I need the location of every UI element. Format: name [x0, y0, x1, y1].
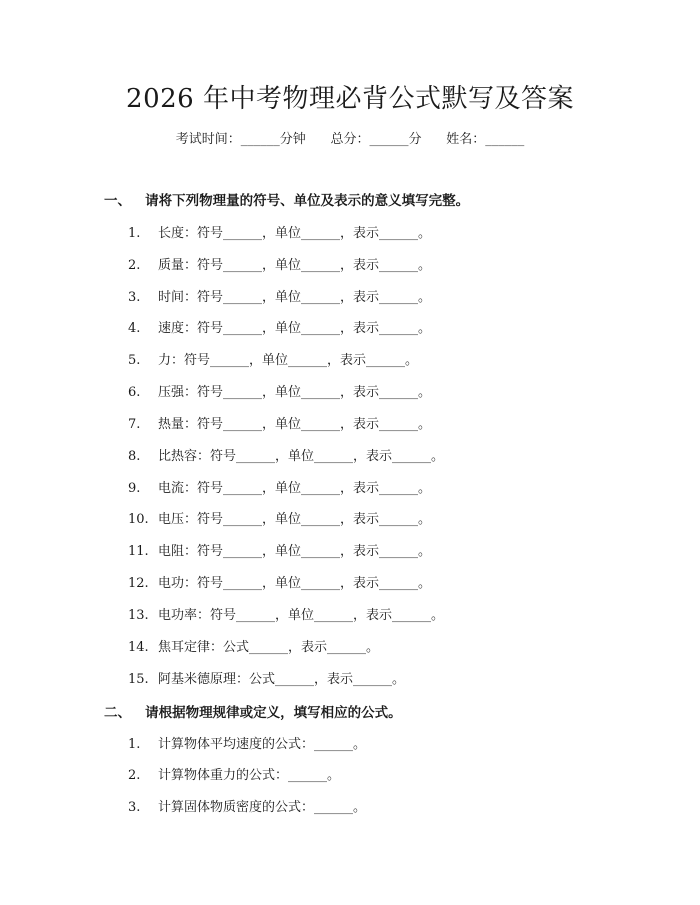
exam-info-line: 考试时间：______分钟 总分：______分 姓名：______: [175, 132, 525, 147]
question-item: [128, 289, 431, 307]
question-text: 时间：符号______，单位______，表示______。: [158, 290, 432, 305]
question-text: 电阻：符号______，单位______，表示______。: [158, 544, 432, 559]
question-number: 1.: [128, 737, 141, 752]
question-text: 质量：符号______，单位______，表示______。: [158, 258, 432, 273]
question-text: 计算物体重力的公式：______。: [158, 768, 341, 783]
question-item: [128, 257, 431, 275]
question-number: 9.: [128, 481, 141, 496]
question-item: [128, 671, 405, 689]
question-item: [128, 480, 431, 498]
question-number: 1.: [128, 226, 141, 241]
question-item: [128, 225, 431, 243]
question-number: 8.: [128, 449, 141, 464]
section-2-heading: 二、 请根据物理规律或定义，填写相应的公式。: [104, 705, 402, 721]
question-item: [128, 767, 340, 785]
question-item: [128, 320, 431, 338]
question-number: 10.: [128, 512, 149, 527]
question-item: [128, 352, 418, 370]
question-item: [128, 384, 431, 402]
question-item: [128, 639, 379, 657]
question-text: 计算物体平均速度的公式：______。: [158, 737, 367, 752]
question-item: [128, 799, 366, 817]
question-item: [128, 736, 366, 754]
question-text: 比热容：符号______，单位______，表示______。: [158, 449, 445, 464]
question-text: 电功：符号______，单位______，表示______。: [158, 576, 432, 591]
question-number: 14.: [128, 640, 149, 655]
question-text: 长度：符号______，单位______，表示______。: [158, 226, 432, 241]
question-text: 热量：符号______，单位______，表示______。: [158, 417, 432, 432]
document-title: 2026 年中考物理必背公式默写及答案: [126, 84, 574, 114]
section-1-heading: 一、 请将下列物理量的符号、单位及表示的意义填写完整。: [104, 193, 470, 209]
question-item: [128, 416, 431, 434]
question-number: 15.: [128, 672, 149, 687]
question-item: [128, 575, 431, 593]
question-number: 6.: [128, 385, 141, 400]
question-text: 计算固体物质密度的公式：______。: [158, 800, 367, 815]
question-item: [128, 448, 444, 466]
question-number: 13.: [128, 608, 149, 623]
question-number: 3.: [128, 800, 141, 815]
question-item: [128, 511, 431, 529]
question-number: 3.: [128, 290, 141, 305]
question-number: 7.: [128, 417, 141, 432]
question-number: 2.: [128, 768, 141, 783]
question-text: 压强：符号______，单位______，表示______。: [158, 385, 432, 400]
question-text: 阿基米德原理：公式______，表示______。: [158, 672, 406, 687]
question-text: 电流：符号______，单位______，表示______。: [158, 481, 432, 496]
question-number: 2.: [128, 258, 141, 273]
question-number: 5.: [128, 353, 141, 368]
question-text: 力：符号______，单位______，表示______。: [158, 353, 419, 368]
question-text: 焦耳定律：公式______，表示______。: [158, 640, 380, 655]
question-item: [128, 543, 431, 561]
question-number: 4.: [128, 321, 141, 336]
question-number: 11.: [128, 544, 149, 559]
question-number: 12.: [128, 576, 149, 591]
question-text: 电压：符号______，单位______，表示______。: [158, 512, 432, 527]
question-text: 电功率：符号______，单位______，表示______。: [158, 608, 445, 623]
question-text: 速度：符号______，单位______，表示______。: [158, 321, 432, 336]
question-item: [128, 607, 444, 625]
